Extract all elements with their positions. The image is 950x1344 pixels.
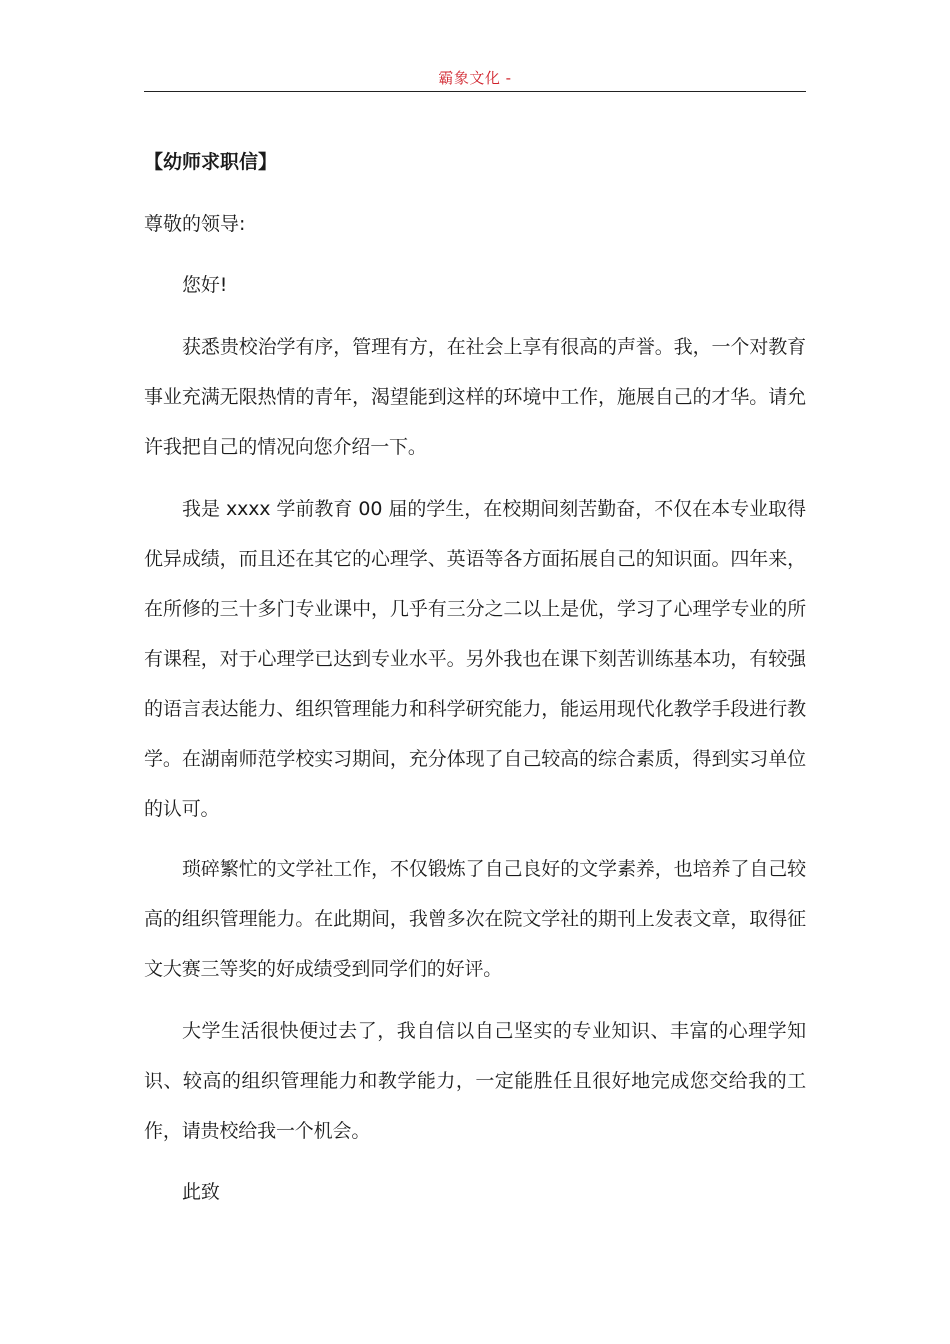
page-header bbox=[144, 66, 806, 92]
paragraph-education: 我是 xxxx 学前教育 00 届的学生，在校期间刻苦勤奋，不仅在本专业取得优异成绩，而且还在其它的心理学、英语等各方面拓展自己的知识面。四年来，在所修的三十多门专业课中，几乎有三分之二以上是优，学习了心理学专业的所有课程，对于心理学已达到专业水平。另外我也在课下刻苦训练基本功，有较强的语言表达能力、组织管理能力和科学研究能力，能运用现代化教学手段进行教学。在湖南师范学校实习期间，充分体现了自己较高的综合素质，得到实习单位的认可。 bbox=[144, 498, 806, 820]
paragraph-literary-club: 琐碎繁忙的文学社工作，不仅锻炼了自己良好的文学素养，也培养了自己较高的组织管理能力。在此期间，我曾多次在院文学社的期刊上发表文章，取得征文大赛三等奖的好成绩受到同学们的好评。 bbox=[144, 858, 806, 980]
salutation: 尊敬的领导: bbox=[144, 213, 246, 235]
greeting: 您好! bbox=[182, 274, 228, 296]
closing: 此致 bbox=[182, 1181, 220, 1203]
document-title: 【幼师求职信】 bbox=[144, 151, 278, 173]
header-text: 霸象文化 - bbox=[438, 69, 512, 87]
paragraph-introduction: 获悉贵校治学有序，管理有方，在社会上享有很高的声誉。我，一个对教育事业充满无限热情的青年，渴望能到这样的环境中工作，施展自己的才华。请允许我把自己的情况向您介绍一下。 bbox=[144, 336, 806, 458]
paragraph-conclusion: 大学生活很快便过去了，我自信以自己坚实的专业知识、丰富的心理学知识、较高的组织管理能力和教学能力，一定能胜任且很好地完成您交给我的工作，请贵校给我一个机会。 bbox=[144, 1020, 806, 1142]
